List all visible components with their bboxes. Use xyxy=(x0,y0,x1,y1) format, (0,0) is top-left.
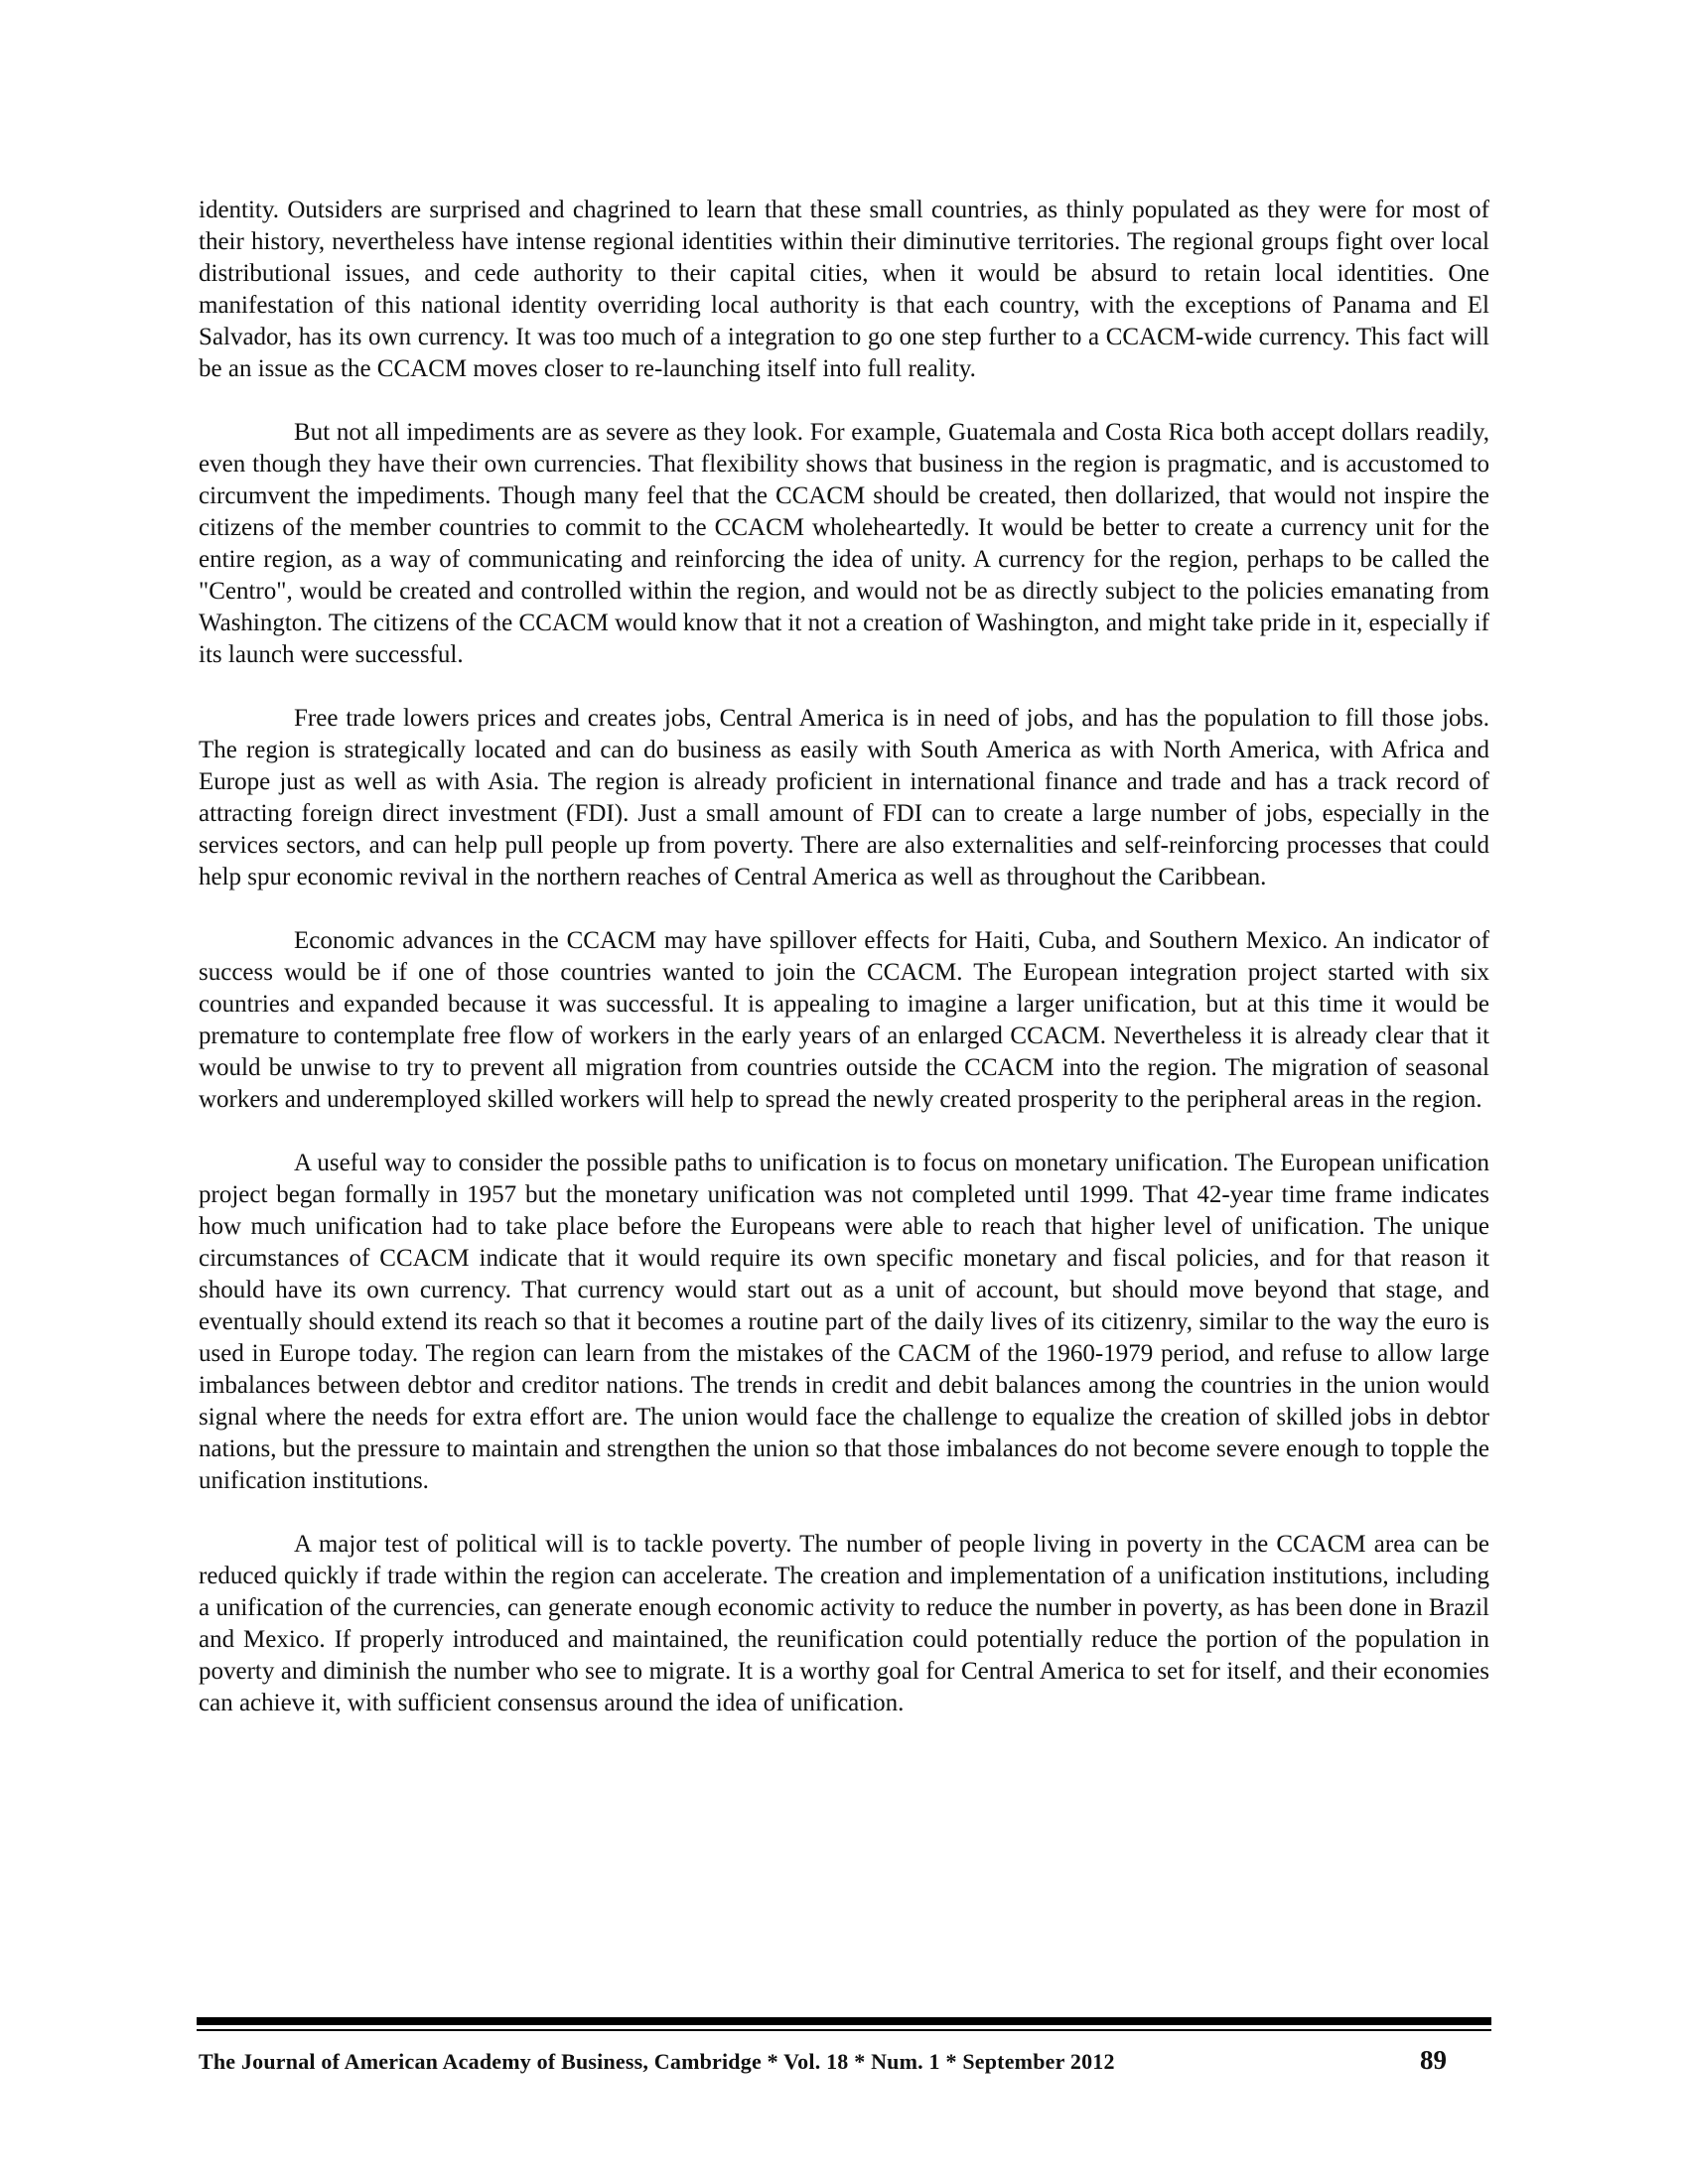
article-body xyxy=(199,195,1489,1751)
journal-citation: The Journal of American Academy of Business, Cambridge * Vol. 18 * Num. 1 * September 2012 xyxy=(199,2049,1115,2074)
paragraph: But not all impediments are as severe as they look. For example, Guatemala and Costa Rica both accept dollars readily, even though they have their own currencies. That flexibility shows that business in the region is pragmatic, and is accustomed to circumvent the impediments. Though many feel that the CCACM should be created, then dollarized, that would not inspire the citizens of the member countries to commit to the CCACM wholeheartedly. It would be better to create a currency unit for the entire region, as a way of communicating and reinforcing the idea of unity. A currency for the region, perhaps to be called the "Centro", would be created and controlled within the region, and would not be as directly subject to the policies emanating from Washington. The citizens of the CCACM would know that it not a creation of Washington, and might take pride in it, especially if its launch were successful. xyxy=(199,419,1489,668)
page-number: 89 xyxy=(1420,2045,1447,2075)
page-footer xyxy=(199,2045,1489,2079)
paragraph: A major test of political will is to tackle poverty. The number of people living in poverty in the CCACM area can be reduced quickly if trade within the region can accelerate. The creation and implementation of a unification institutions, including a unification of the currencies, can generate enough economic activity to reduce the number in poverty, as has been done in Brazil and Mexico. If properly introduced and maintained, the reunification could potentially reduce the portion of the population in poverty and diminish the number who see to migrate. It is a worthy goal for Central America to set for itself, and their economies can achieve it, with sufficient consensus around the idea of unification. xyxy=(199,1531,1489,1716)
paragraph: A useful way to consider the possible paths to unification is to focus on monetary unification. The European unification project began formally in 1957 but the monetary unification was not completed until 1999. That 42-year time frame indicates how much unification had to take place before the Europeans were able to reach that higher level of unification. The unique circumstances of CCACM indicate that it would require its own specific monetary and fiscal policies, and for that reason it should have its own currency. That currency would start out as a unit of account, but should move beyond that stage, and eventually should extend its reach so that it becomes a routine part of the daily lives of its citizenry, similar to the way the euro is used in Europe today. The region can learn from the mistakes of the CACM of the 1960-1979 period, and refuse to allow large imbalances between debtor and creditor nations. The trends in credit and debit balances among the countries in the union would signal where the needs for extra effort are. The union would face the challenge to equalize the creation of skilled jobs in debtor nations, but the pressure to maintain and strengthen the union so that those imbalances do not become severe enough to topple the unification institutions. xyxy=(199,1150,1489,1494)
paragraph-continued: identity. Outsiders are surprised and chagrined to learn that these small countries, as thinly populated as they were for most of their history, nevertheless have intense regional identities within their diminutive territories. The regional groups fight over local distributional issues, and cede authority to their capital cities, when it would be absurd to retain local identities. One manifestation of this national identity overriding local authority is that each country, with the exceptions of Panama and El Salvador, has its own currency. It was too much of a integration to go one step further to a CCACM-wide currency. This fact will be an issue as the CCACM moves closer to re-launching itself into full reality. xyxy=(199,197,1489,382)
paragraph: Free trade lowers prices and creates jobs, Central America is in need of jobs, and has the population to fill those jobs. The region is strategically located and can do business as easily with South America as with North America, with Africa and Europe just as well as with Asia. The region is already proficient in international finance and trade and has a track record of attracting foreign direct investment (FDI). Just a small amount of FDI can to create a large number of jobs, especially in the services sectors, and can help pull people up from poverty. There are also externalities and self-reinforcing processes that could help spur economic revival in the northern reaches of Central America as well as throughout the Caribbean. xyxy=(199,705,1489,890)
footer-divider-thin xyxy=(197,2029,1491,2031)
paragraph: Economic advances in the CCACM may have spillover effects for Haiti, Cuba, and Southern Mexico. An indicator of success would be if one of those countries wanted to join the CCACM. The European integration project started with six countries and expanded because it was successful. It is appealing to imagine a larger unification, but at this time it would be premature to contemplate free flow of workers in the early years of an enlarged CCACM. Nevertheless it is already clear that it would be unwise to try to prevent all migration from countries outside the CCACM into the region. The migration of seasonal workers and underemployed skilled workers will help to spread the newly created prosperity to the peripheral areas in the region. xyxy=(199,927,1489,1113)
footer-divider-thick xyxy=(197,2017,1491,2025)
